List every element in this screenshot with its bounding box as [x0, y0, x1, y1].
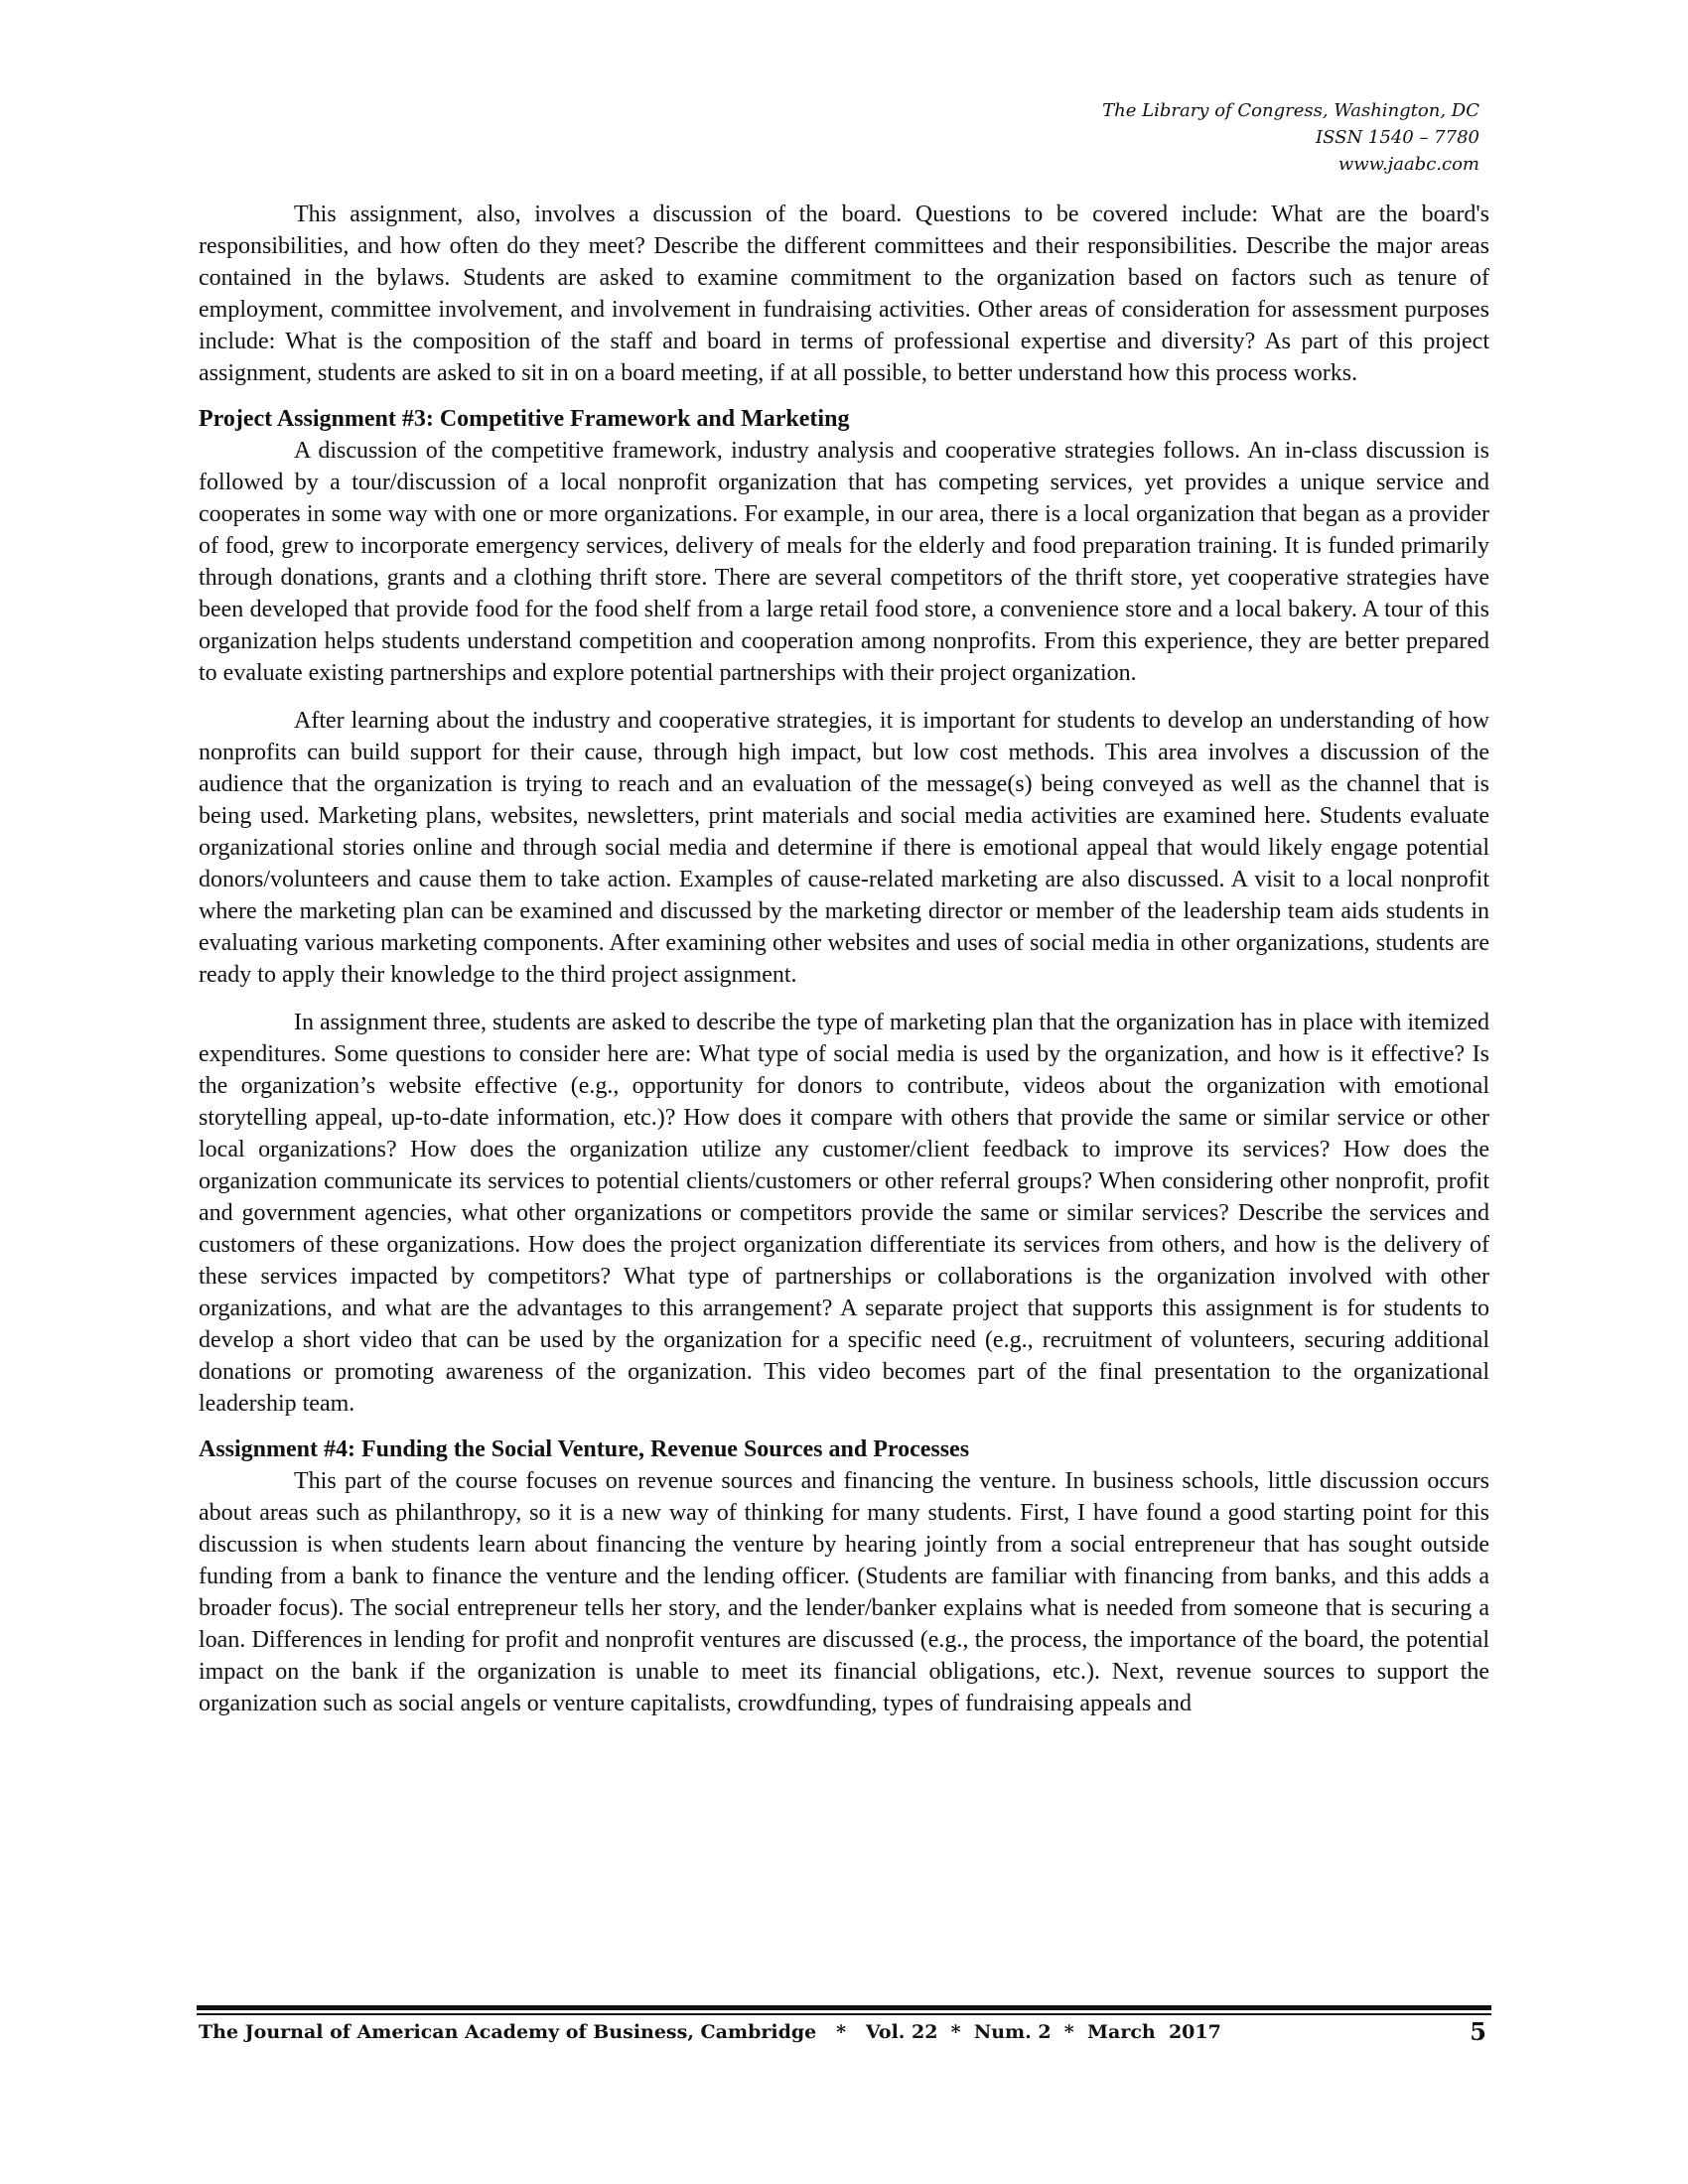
section-heading-assignment-4: Assignment #4: Funding the Social Venture, Revenue Sources and Processes: [199, 1436, 970, 1462]
paragraph-competitive-framework: A discussion of the competitive framework, industry analysis and cooperative strategies follows. An in-class discussion is followed by a tour/discussion of a local nonprofit organization that has competing services, yet provides a unique service and cooperates in some way with one or more organizations. For example, in our area, there is a local organization that began as a provider of food, grew to incorporate emergency services, delivery of meals for the elderly and food preparation training. It is funded primarily through donations, grants and a clothing thrift store. There are several competitors of the thrift store, yet cooperative strategies have been developed that provide food for the food shelf from a large retail food store, a convenience store and a local bakery. A tour of this organization helps students understand competition and cooperation among nonprofits. From this experience, they are better prepared to evaluate existing partnerships and explore potential partnerships with their project organization.: [199, 438, 1489, 686]
section-heading-assignment-3: Project Assignment #3: Competitive Framework and Marketing: [199, 406, 850, 432]
footer-rule-thin: [197, 2013, 1491, 2015]
footer-journal-citation: The Journal of American Academy of Business, Cambridge * Vol. 22 * Num. 2 * March 2017: [199, 2021, 1221, 2043]
header-line-issn: ISSN 1540 – 7780: [1316, 127, 1479, 148]
header-line-website: www.jaabc.com: [1337, 154, 1479, 175]
paragraph-assignment-three: In assignment three, students are asked to describe the type of marketing plan that the organization has in place with itemized expenditures. Some questions to consider here are: What type of social media is used by the organization, and how is it effective? Is the organization’s website effective (e.g., opportunity for donors to contribute, videos about the organization with emotional storytelling appeal, up-to-date information, etc.)? How does it compare with others that provide the same or similar service or other local organizations? How does the organization utilize any customer/client feedback to improve its services? How does the organization communicate its services to potential clients/customers or other referral groups? When considering other nonprofit, profit and government agencies, what other organizations or competitors provide the same or similar services? Describe the services and customers of these organizations. How does the project organization differentiate its services from others, and how is the delivery of these services impacted by competitors? What type of partnerships or collaborations is the organization involved with other organizations, and what are the advantages to this arrangement? A separate project that supports this assignment is for students to develop a short video that can be used by the organization for a specific need (e.g., recruitment of volunteers, securing additional donations or promoting awareness of the organization. This video becomes part of the final presentation to the organizational leadership team.: [199, 1010, 1489, 1417]
footer-rule-thick: [197, 2005, 1491, 2010]
header-line-library: The Library of Congress, Washington, DC: [1102, 100, 1479, 121]
paragraph-board-discussion: This assignment, also, involves a discussion of the board. Questions to be covered include: What are the board's responsibilities, and how often do they meet? Describe the different committees and their responsibilities. Describe the major areas contained in the bylaws. Students are asked to examine commitment to the organization based on factors such as tenure of employment, committee involvement, and involvement in fundraising activities. Other areas of consideration for assessment purposes include: What is the composition of the staff and board in terms of professional expertise and diversity? As part of this project assignment, students are asked to sit in on a board meeting, if at all possible, to better understand how this process works.: [199, 202, 1489, 386]
page-number: 5: [1470, 2017, 1486, 2046]
paragraph-marketing-support: After learning about the industry and cooperative strategies, it is important for students to develop an understanding of how nonprofits can build support for their cause, through high impact, but low cost methods. This area involves a discussion of the audience that the organization is trying to reach and an evaluation of the message(s) being conveyed as well as the channel that is being used. Marketing plans, websites, newsletters, print materials and social media activities are examined here. Students evaluate organizational stories online and through social media and determine if there is emotional appeal that would likely engage potential donors/volunteers and cause them to take action. Examples of cause-related marketing are also discussed. A visit to a local nonprofit where the marketing plan can be examined and discussed by the marketing director or member of the leadership team aids students in evaluating various marketing components. After examining other websites and uses of social media in other organizations, students are ready to apply their knowledge to the third project assignment.: [199, 708, 1489, 988]
paragraph-revenue-sources: This part of the course focuses on revenue sources and financing the venture. In business schools, little discussion occurs about areas such as philanthropy, so it is a new way of thinking for many students. First, I have found a good starting point for this discussion is when students learn about financing the venture by hearing jointly from a social entrepreneur that has sought outside funding from a bank to finance the venture and the lending officer. (Students are familiar with financing from banks, and this adds a broader focus). The social entrepreneur tells her story, and the lender/banker explains what is needed from someone that is securing a loan. Differences in lending for profit and nonprofit ventures are discussed (e.g., the process, the importance of the board, the potential impact on the bank if the organization is unable to meet its financial obligations, etc.). Next, revenue sources to support the organization such as social angels or venture capitalists, crowdfunding, types of fundraising appeals and: [199, 1468, 1489, 1716]
running-header: [1102, 97, 1479, 178]
article-body: [199, 199, 1489, 1719]
